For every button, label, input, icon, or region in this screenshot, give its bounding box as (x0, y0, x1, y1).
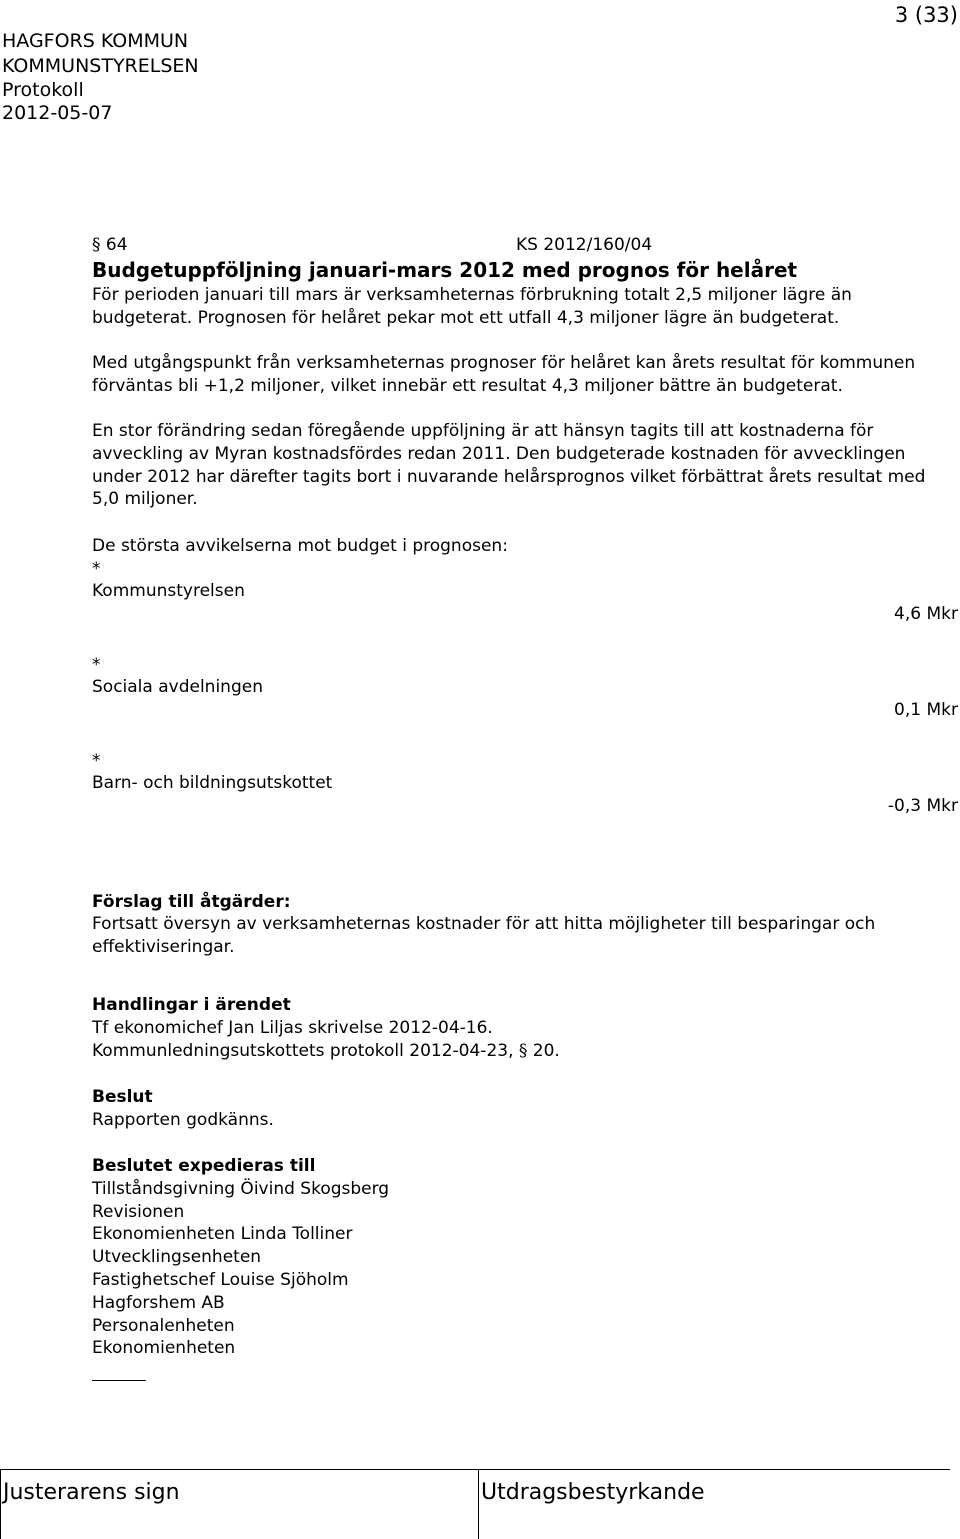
signature-box-divider (478, 1469, 479, 1539)
deviation-amount: -0,3 Mkr (887, 796, 958, 816)
deviation-name: Sociala avdelningen (92, 677, 263, 697)
decision-text: Rapporten godkänns. (92, 1110, 274, 1130)
section-symbol: § (92, 235, 101, 255)
recipient: Personalenheten (92, 1316, 235, 1336)
recipient: Utvecklingsenheten (92, 1247, 262, 1267)
end-rule (92, 1380, 146, 1381)
adjuster-signature-label: Justerarens sign (3, 1480, 180, 1505)
case-title: Budgetuppföljning januari-mars 2012 med prognos för helåret (92, 258, 798, 282)
paragraph-outcome: För perioden januari till mars är verksamheternas förbrukning totalt 2,5 miljoner lägre än budgeterat. Prognosen för helåret pekar mot ett utfall 4,3 miljoner lägre än budgeterat. (92, 285, 852, 328)
case-reference: KS 2012/160/04 (516, 235, 653, 255)
paragraph-forecast: Med utgångspunkt från verksamheternas prognoser för helåret kan årets resultat för kommunen förväntas bli +1,2 miljoner, vilket innebär ett resultat 4,3 miljoner bättre än budgeterat. (92, 353, 916, 396)
signature-box-left-border (0, 1469, 1, 1539)
board-name: KOMMUNSTYRELSEN (2, 55, 199, 77)
document-line (92, 1040, 560, 1063)
recipient: Hagforshem AB (92, 1293, 225, 1313)
deviation-amount: 0,1 Mkr (894, 700, 958, 720)
deviation-amount: 4,6 Mkr (894, 604, 958, 624)
deviation-bullet: * (92, 751, 101, 771)
org-name: HAGFORS KOMMUN (2, 30, 189, 52)
proposal-heading: Förslag till åtgärder: (92, 892, 291, 912)
deviation-bullet: * (92, 655, 101, 675)
recipient: Fastighetschef Louise Sjöholm (92, 1270, 349, 1290)
deviation-name: Barn- och bildningsutskottet (92, 773, 333, 793)
recipient: Ekonomienheten (92, 1338, 236, 1358)
signature-box-top-border (0, 1469, 950, 1470)
document-date: 2012-05-07 (2, 102, 113, 124)
extract-certification-label: Utdragsbestyrkande (481, 1480, 705, 1505)
paragraph-change: En stor förändring sedan föregående uppföljning är att hänsyn tagits till att kostnaderna för avveckling av Myran kostnadsfördes redan 2011. Den budgeterade kostnaden för avvecklingen under 2012 har därefter tagits bort i nuvarande helårsprognos vilket förbättrat årets resultat med 5,0 miljoner. (92, 421, 926, 510)
deviation-name: Kommunstyrelsen (92, 581, 245, 601)
document-line-section-number: 20. (532, 1041, 560, 1061)
documents-heading: Handlingar i ärendet (92, 995, 291, 1015)
document-line-text: Kommunledningsutskottets protokoll 2012-04-23, (92, 1041, 514, 1061)
distribution-heading: Beslutet expedieras till (92, 1156, 316, 1176)
recipient: Ekonomienheten Linda Tolliner (92, 1224, 353, 1244)
proposal-text: Fortsatt översyn av verksamheternas kostnader för att hitta möjligheter till besparingar och effektiviseringar. (92, 914, 876, 957)
document-type: Protokoll (2, 79, 84, 101)
deviation-bullet: * (92, 559, 101, 579)
recipient: Revisionen (92, 1202, 185, 1222)
case-number: 64 (105, 235, 128, 255)
document-line: Tf ekonomichef Jan Liljas skrivelse 2012-04-16. (92, 1018, 493, 1038)
decision-heading: Beslut (92, 1087, 153, 1107)
page-number: 3 (33) (894, 3, 958, 27)
case-number-line (92, 234, 128, 257)
deviations-intro: De största avvikelserna mot budget i prognosen: (92, 536, 508, 556)
section-symbol: § (518, 1041, 528, 1061)
recipient: Tillståndsgivning Öivind Skogsberg (92, 1179, 390, 1199)
